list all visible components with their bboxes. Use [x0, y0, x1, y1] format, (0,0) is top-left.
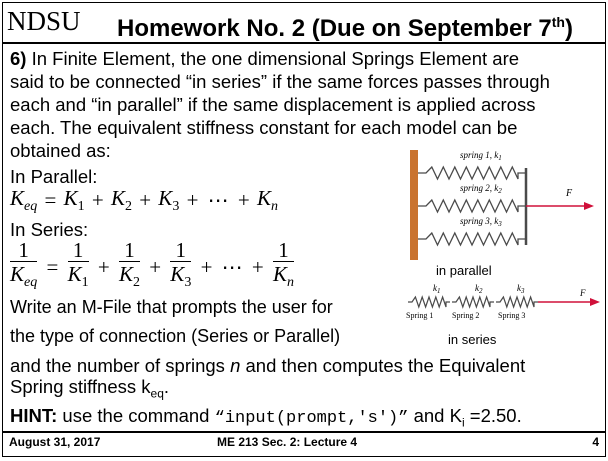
task-line-1: Write an M-File that prompts the user for: [10, 297, 333, 317]
problem-line-4: each. The equivalent stiffness constant for each model can be: [10, 117, 518, 138]
task-line-3: and the number of springs n and then computes the Equivalent: [10, 355, 526, 376]
svg-text:k2: $k_2$: [475, 283, 483, 295]
spring-coil: [418, 200, 526, 212]
fraction-eq: $\frac{1}{K_{eq}}$: [10, 238, 38, 291]
series-formula: $\frac{1}{K_{eq}}$ = $\frac{1}{K_1}$ + $\frac{1}{K_2}$ + $\frac{1}{K_3}$ + ⋯ + $\frac{1}{K_n}$: [8, 239, 296, 295]
problem-line-2: said to be connected “in series” if the same forces passes through: [10, 71, 550, 92]
series-caption: in series: [448, 332, 497, 347]
parallel-heading: In Parallel:: [10, 166, 98, 187]
series-label-3: Spring 3: [498, 311, 526, 320]
series-heading: In Series:: [10, 219, 89, 240]
spring-coil: [418, 233, 526, 245]
problem-line-5: obtained as:: [10, 140, 111, 161]
problem-line-3: each and “in parallel” if the same displacement is applied across: [10, 94, 536, 115]
series-force-label: F: [580, 288, 586, 298]
parallel-formula: $K_{eq} = K_1 + K_2 + K_3$ + ⋯ + $K_n$: [10, 186, 279, 215]
series-spring-3: [496, 297, 538, 307]
footer-divider: [3, 431, 605, 433]
svg-text:spring 2, k2: spring 2, $k_2$: [460, 183, 502, 195]
header-divider: [3, 42, 605, 44]
spring-1: [418, 150, 526, 179]
svg-text:spring 3, k3: spring 3, $k_3$: [460, 216, 502, 228]
series-spring-2: [452, 297, 494, 307]
fraction-1: $\frac{1}{K_1}$: [67, 238, 89, 291]
footer-date: August 31, 2017: [9, 435, 101, 449]
hint-line: HINT: use the command “input(prompt,'s')” and $K_i =2.50$.: [10, 405, 522, 430]
force-arrow-head: [584, 202, 594, 210]
parallel-springs-figure: [408, 146, 598, 281]
series-spring-1: [408, 297, 450, 307]
spring-3: [418, 216, 526, 245]
slide: [2, 2, 606, 457]
wall: [410, 150, 418, 260]
svg-text:k1: $k_1$: [433, 283, 441, 295]
svg-text:spring 1, k1: spring 1, $k_1$: [460, 150, 502, 162]
series-label-1: Spring 1: [406, 311, 434, 320]
svg-text:k3: $k_3$: [517, 283, 525, 295]
problem-line-1: 6) In Finite Element, the one dimensional Springs Element are: [10, 48, 520, 69]
page-title: Homework No. 2 (Due on September 7th): [117, 14, 573, 42]
series-force-head: [590, 298, 600, 306]
force-label: F: [566, 188, 573, 199]
footer-course: ME 213 Sec. 2: Lecture 4: [217, 435, 358, 449]
footer-page: 4: [592, 435, 599, 449]
spring-2: [418, 183, 526, 212]
spring-coil: [418, 167, 526, 179]
fraction-3: $\frac{1}{K_3}$: [170, 238, 192, 291]
task-line-2: the type of connection (Series or Parallel): [10, 326, 341, 346]
series-springs-figure: [400, 282, 605, 324]
ndsu-logo: NDSU: [7, 6, 81, 36]
parallel-caption: in parallel: [436, 263, 492, 278]
series-label-2: Spring 2: [452, 311, 480, 320]
fraction-2: $\frac{1}{K_2}$: [118, 238, 140, 291]
fraction-n: $\frac{1}{K_n}$: [273, 238, 295, 291]
task-line-4: Spring stiffness $k_{eq}$.: [10, 376, 170, 401]
